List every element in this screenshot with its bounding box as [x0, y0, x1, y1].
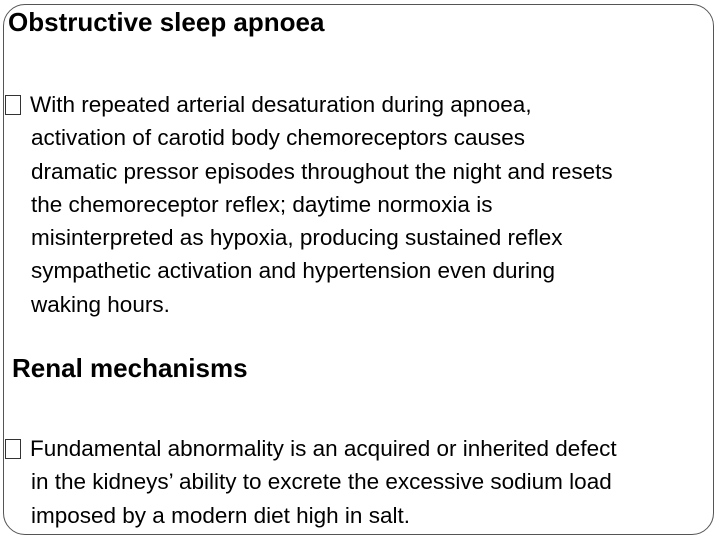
bullet-line: Fundamental abnormality is an acquired or inherited defect — [30, 436, 617, 461]
heading-renal-mechanisms: Renal mechanisms — [12, 353, 248, 383]
bullet-line: With repeated arterial desaturation during apnoea, — [30, 92, 532, 117]
bullet-line: imposed by a modern diet high in salt. — [31, 502, 410, 528]
bullet-renal-mechanisms — [5, 432, 713, 532]
bullet-line: dramatic pressor episodes throughout the night and resets — [31, 158, 613, 184]
bullet-text — [30, 88, 713, 321]
bullet-line: sympathetic activation and hypertension even during — [31, 258, 556, 284]
bullet-sleep-apnoea — [5, 88, 713, 321]
bullet-marker-icon — [5, 439, 21, 459]
bullet-text — [30, 432, 713, 532]
bullet-line: waking hours. — [31, 291, 170, 317]
bullet-line: activation of carotid body chemoreceptors causes — [31, 125, 526, 151]
bullet-marker-icon — [5, 95, 21, 115]
bullet-line: in the kidneys’ ability to excrete the excessive sodium load — [31, 469, 612, 495]
bullet-line: misinterpreted as hypoxia, producing sustained reflex — [31, 225, 563, 251]
bullet-line: the chemoreceptor reflex; daytime normoxia is — [31, 191, 493, 217]
heading-obstructive-sleep-apnoea: Obstructive sleep apnoea — [8, 7, 325, 37]
